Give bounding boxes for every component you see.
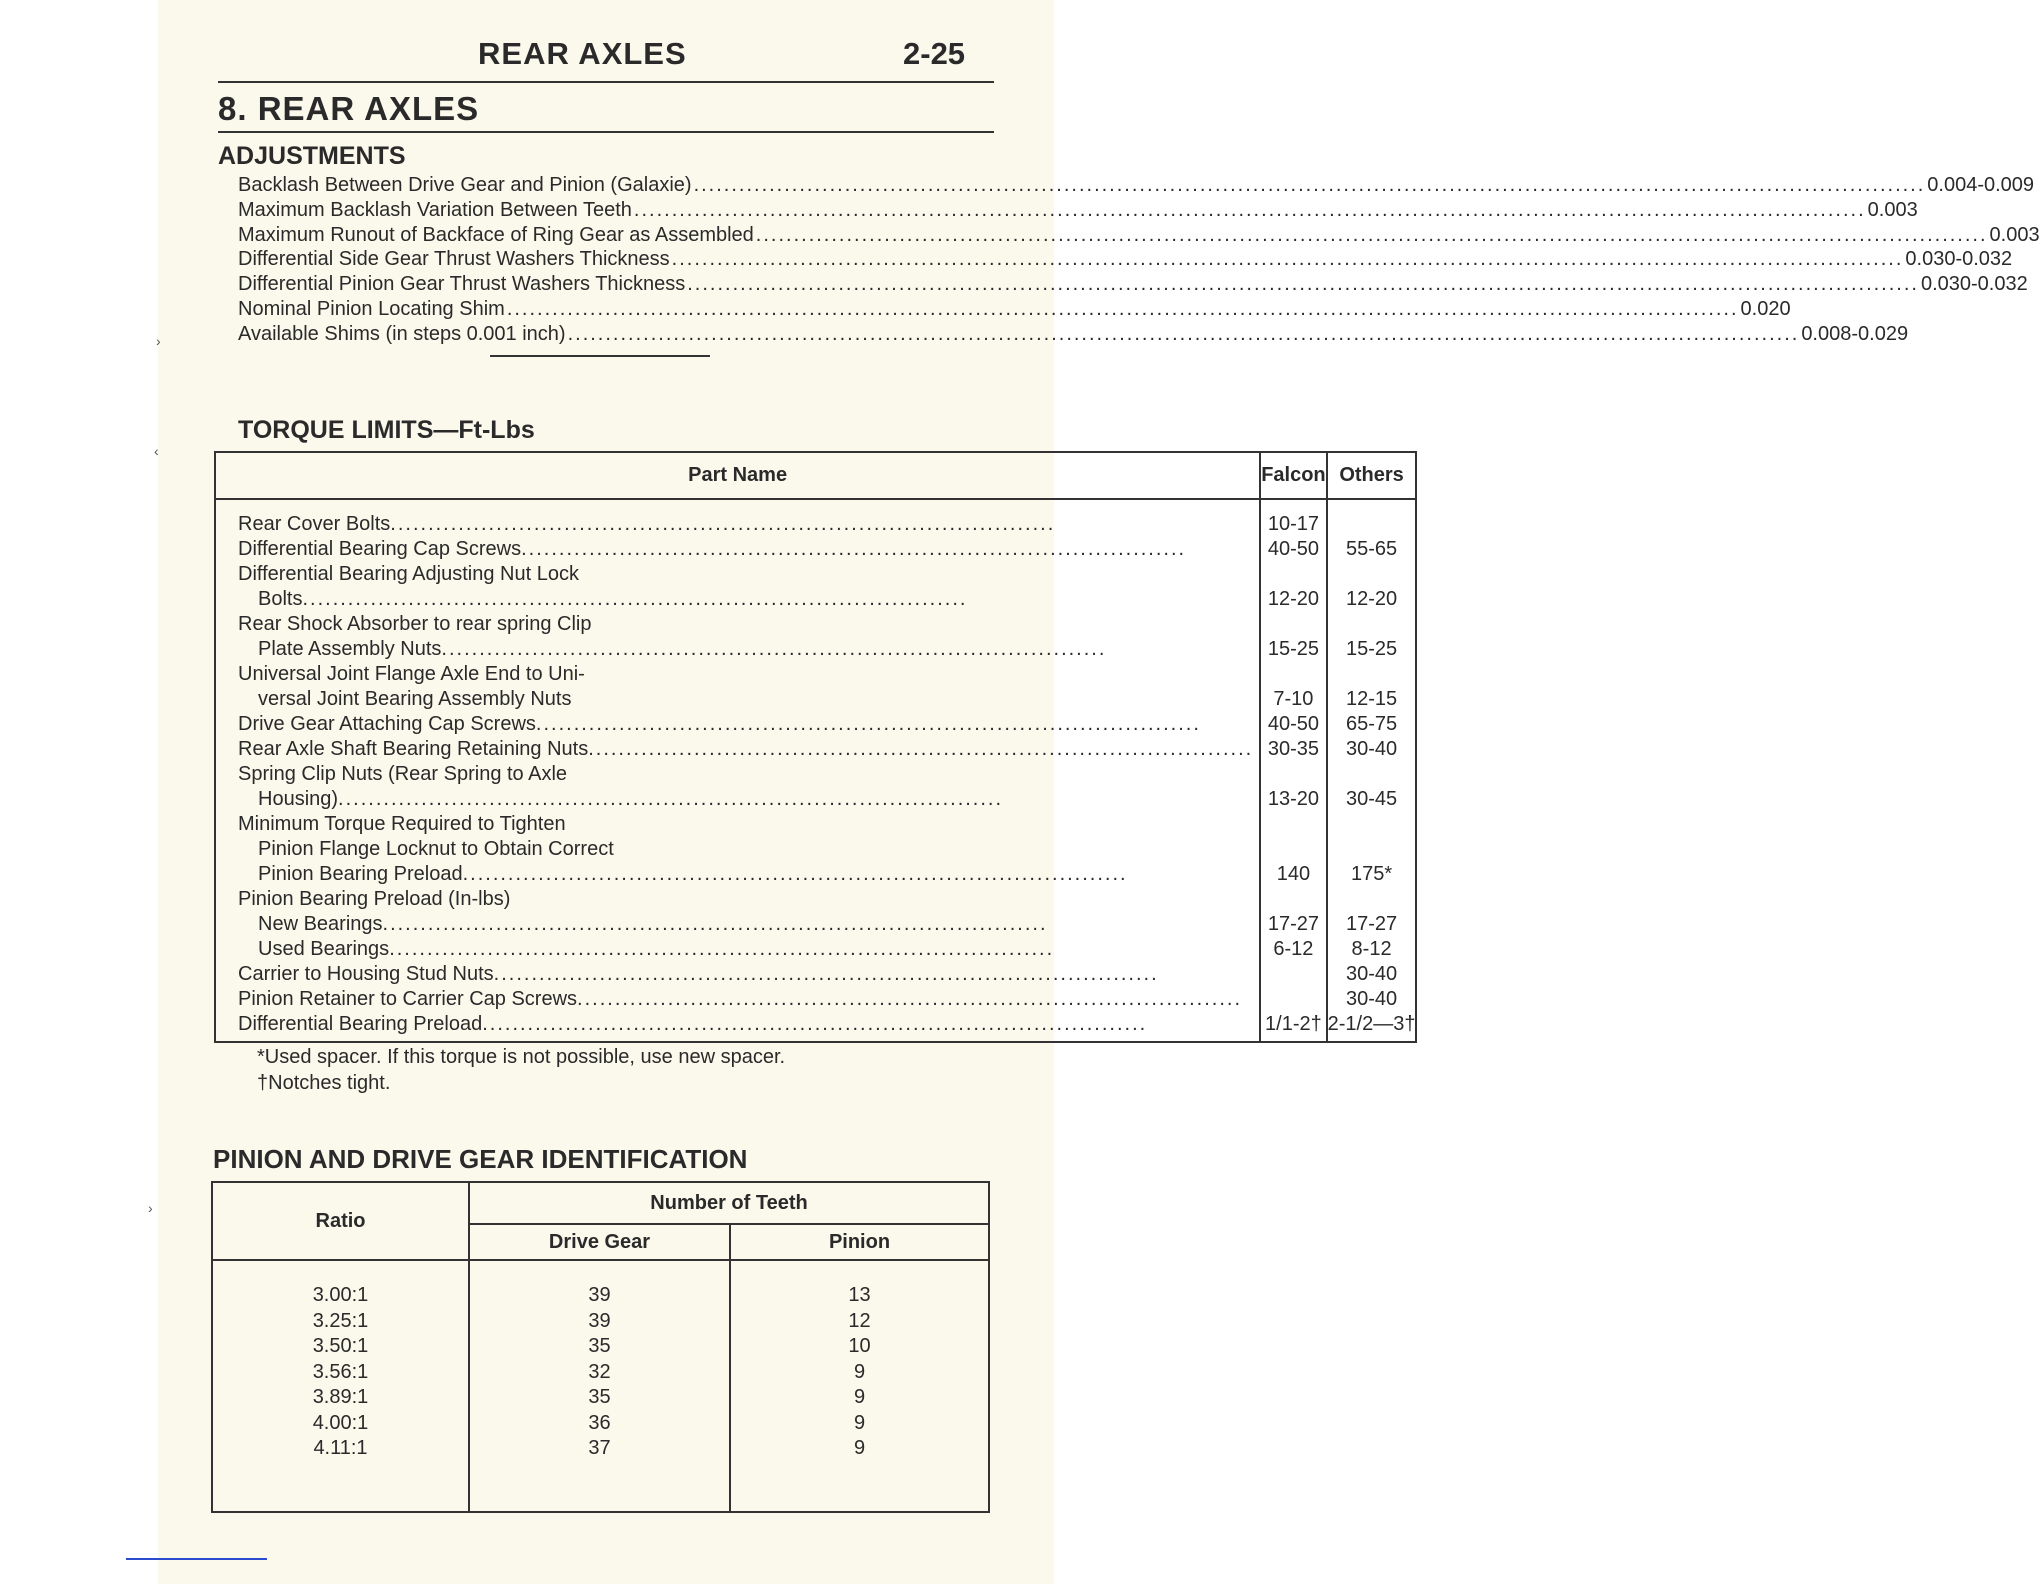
part-text: New Bearings	[258, 913, 383, 935]
footnote-spacer: *Used spacer. If this torque is not possible, use new spacer.	[257, 1046, 786, 1068]
ratio-value: 4.11:1	[313, 1437, 368, 1459]
others-value: 2-1/2—3†	[1327, 1013, 1416, 1035]
falcon-column	[1261, 500, 1325, 1041]
leader-dots	[694, 174, 1926, 197]
drive-value: 32	[588, 1360, 611, 1383]
col-ratio: Ratio	[212, 1182, 469, 1260]
ratio-value: 3.56:1	[312, 1360, 369, 1383]
adjustment-row	[238, 273, 2028, 298]
pinion-value: 13	[848, 1284, 871, 1306]
col-drive-gear: Drive Gear	[469, 1224, 730, 1260]
others-value: 30-40	[1345, 738, 1398, 760]
falcon-value: 13-20	[1267, 788, 1319, 810]
col-others: Others	[1327, 452, 1417, 499]
others-value: 17-27	[1345, 913, 1398, 935]
leader-dots	[577, 987, 1253, 1012]
pinion-value: 10	[848, 1335, 871, 1357]
part-name-column	[216, 500, 1259, 1041]
leader-dots	[482, 1012, 1253, 1037]
falcon-value: 30-35	[1267, 738, 1319, 760]
adjustment-label: Maximum Backlash Variation Between Teeth	[238, 198, 632, 221]
falcon-value: 10-17	[1267, 513, 1319, 535]
adjustment-value: 0.030-0.032	[1905, 248, 2013, 271]
drive-value: 36	[588, 1411, 611, 1434]
drive-value: 35	[588, 1335, 611, 1357]
adjustment-value: 0.004-0.009	[1927, 174, 2035, 196]
adjustment-row	[238, 248, 2013, 273]
adjustment-row	[238, 297, 1791, 323]
adjustment-value: 0.003	[1989, 223, 2040, 246]
adjustment-value: 0.030-0.032	[1920, 273, 2028, 296]
col-number-of-teeth: Number of Teeth	[469, 1182, 989, 1224]
falcon-value: 40-50	[1267, 538, 1319, 560]
adjustment-value: 0.003	[1867, 198, 1918, 221]
ratio-column	[213, 1283, 468, 1462]
torque-part-name	[238, 987, 1253, 1012]
leader-dots	[463, 862, 1254, 887]
torque-part-name: Pinion Bearing Preload (In-lbs)	[238, 888, 511, 910]
ratio-value: 3.25:1	[312, 1309, 369, 1332]
falcon-value: 7-10	[1273, 688, 1314, 710]
falcon-value	[1261, 887, 1325, 912]
pinion-value: 9	[853, 1411, 866, 1434]
scan-line	[126, 1558, 267, 1560]
others-value: 12-15	[1345, 688, 1398, 710]
others-value: 55-65	[1345, 538, 1398, 560]
falcon-value	[1261, 987, 1325, 1012]
leader-dots	[588, 737, 1253, 762]
gear-id-table	[211, 1181, 990, 1513]
text-underline	[490, 355, 710, 357]
adjustment-label: Backlash Between Drive Gear and Pinion (Galaxie)	[238, 174, 692, 196]
torque-part-name	[238, 787, 1253, 812]
falcon-value	[1261, 562, 1325, 587]
leader-dots	[338, 787, 1253, 812]
falcon-value: 17-27	[1267, 913, 1319, 935]
torque-part-name: Rear Shock Absorber to rear spring Clip	[238, 613, 592, 635]
leader-dots	[441, 637, 1253, 662]
others-value: 30-45	[1345, 788, 1398, 810]
adjustment-row	[238, 174, 2035, 199]
falcon-value: 140	[1276, 863, 1311, 885]
others-value: 8-12	[1351, 938, 1392, 960]
ratio-value: 4.00:1	[312, 1411, 369, 1434]
adjustment-value: 0.008-0.029	[1801, 322, 1909, 345]
leader-dots	[756, 224, 1988, 247]
leader-dots	[568, 323, 1800, 346]
margin-mark: ›	[148, 1200, 153, 1216]
adjustments-title: ADJUSTMENTS	[218, 142, 406, 170]
pinion-value: 9	[853, 1360, 866, 1383]
torque-title: TORQUE LIMITS—Ft-Lbs	[238, 416, 535, 444]
part-text: Rear Axle Shaft Bearing Retaining Nuts	[238, 738, 589, 760]
part-text: Bolts	[258, 588, 303, 610]
others-value: 30-40	[1345, 988, 1398, 1010]
others-value	[1328, 887, 1416, 912]
torque-table	[214, 451, 1417, 1043]
leader-dots	[672, 248, 1904, 271]
col-part-name: Part Name	[215, 452, 1260, 499]
torque-part-name	[238, 587, 1253, 612]
gear-id-title: PINION AND DRIVE GEAR IDENTIFICATION	[213, 1144, 748, 1174]
drive-gear-column	[470, 1283, 729, 1462]
footnote-notches: †Notches tight.	[257, 1072, 391, 1094]
adjustment-row	[238, 322, 1909, 348]
adjustment-label: Available Shims (in steps 0.001 inch)	[238, 322, 566, 345]
torque-part-name	[238, 637, 1253, 662]
part-text: Pinion Retainer to Carrier Cap Screws	[238, 988, 578, 1010]
ratio-value: 3.00:1	[312, 1284, 369, 1306]
section-rule	[218, 131, 994, 133]
others-value	[1328, 612, 1416, 637]
torque-part-name	[238, 937, 1253, 962]
others-column	[1328, 500, 1416, 1041]
falcon-value	[1261, 837, 1325, 862]
pinion-value: 12	[848, 1309, 871, 1332]
others-value: 65-75	[1345, 713, 1398, 735]
others-value	[1328, 762, 1416, 787]
adjustment-label: Differential Side Gear Thrust Washers Thickness	[238, 248, 670, 271]
torque-part-name	[238, 962, 1253, 987]
adjustment-label: Differential Pinion Gear Thrust Washers Thickness	[238, 273, 686, 296]
section-title: 8. REAR AXLES	[218, 90, 480, 127]
leader-dots	[687, 273, 1919, 296]
falcon-value	[1261, 612, 1325, 637]
torque-part-name: versal Joint Bearing Assembly Nuts	[258, 688, 572, 710]
leader-dots	[507, 298, 1739, 321]
others-value: 15-25	[1345, 638, 1398, 660]
torque-part-name	[238, 862, 1253, 887]
torque-part-name: Spring Clip Nuts (Rear Spring to Axle	[238, 763, 568, 785]
adjustment-label: Nominal Pinion Locating Shim	[238, 297, 505, 320]
part-text: Used Bearings	[258, 938, 390, 960]
leader-dots	[536, 712, 1253, 737]
leader-dots	[634, 199, 1866, 222]
falcon-value: 1/1-2†	[1265, 1013, 1322, 1035]
drive-value: 35	[588, 1386, 611, 1408]
falcon-value	[1261, 962, 1325, 987]
drive-value: 39	[588, 1309, 611, 1332]
torque-part-name: Minimum Torque Required to Tighten	[238, 813, 566, 835]
part-text: Differential Bearing Cap Screws	[238, 538, 522, 560]
others-value	[1328, 662, 1416, 687]
torque-part-name: Differential Bearing Adjusting Nut Lock	[238, 563, 579, 585]
falcon-value	[1261, 662, 1325, 687]
falcon-value	[1261, 762, 1325, 787]
falcon-value: 15-25	[1267, 638, 1319, 660]
adjustment-row	[238, 198, 1918, 224]
part-text: Carrier to Housing Stud Nuts	[238, 963, 494, 985]
running-header-title: REAR AXLES	[478, 36, 687, 71]
torque-part-name	[238, 1012, 1253, 1037]
part-text: Plate Assembly Nuts	[258, 638, 442, 660]
leader-dots	[383, 912, 1254, 937]
ratio-value: 3.50:1	[312, 1335, 369, 1357]
others-value: 30-40	[1345, 963, 1398, 985]
leader-dots	[494, 962, 1254, 987]
torque-part-name	[238, 537, 1253, 562]
others-value: 12-20	[1345, 588, 1398, 610]
torque-part-name	[238, 912, 1253, 937]
part-text: Differential Bearing Preload	[238, 1013, 483, 1035]
adjustments-list	[238, 174, 2040, 348]
margin-mark: ‹	[154, 443, 159, 459]
others-value	[1328, 812, 1416, 837]
part-text: Housing)	[258, 788, 339, 810]
part-text: Pinion Bearing Preload	[258, 863, 463, 885]
torque-part-name	[238, 737, 1253, 762]
others-value	[1328, 512, 1416, 537]
leader-dots	[521, 537, 1253, 562]
margin-mark: ›	[156, 333, 161, 349]
adjustment-value: 0.020	[1740, 297, 1791, 320]
torque-part-name: Universal Joint Flange Axle End to Uni-	[238, 663, 585, 685]
part-text: Rear Cover Bolts	[238, 513, 391, 535]
drive-value: 37	[588, 1437, 611, 1459]
pinion-value: 9	[853, 1386, 866, 1408]
adjustment-label: Maximum Runout of Backface of Ring Gear as Assembled	[238, 223, 754, 246]
torque-part-name	[238, 712, 1253, 737]
part-text: Drive Gear Attaching Cap Screws	[238, 713, 536, 735]
header-rule	[218, 81, 994, 83]
ratio-value: 3.89:1	[312, 1386, 369, 1408]
torque-part-name	[238, 512, 1253, 537]
others-value	[1328, 837, 1416, 862]
pinion-column	[731, 1283, 988, 1462]
leader-dots	[390, 512, 1253, 537]
drive-value: 39	[588, 1284, 611, 1306]
pinion-value: 9	[853, 1437, 866, 1459]
torque-part-name: Pinion Flange Locknut to Obtain Correct	[258, 838, 614, 860]
leader-dots	[302, 587, 1253, 612]
others-value: 175*	[1350, 863, 1393, 885]
falcon-value	[1261, 812, 1325, 837]
col-pinion: Pinion	[730, 1224, 989, 1260]
page-number: 2-25	[903, 36, 966, 71]
falcon-value: 6-12	[1273, 938, 1314, 960]
col-falcon: Falcon	[1260, 452, 1326, 499]
leader-dots	[389, 937, 1253, 962]
falcon-value: 12-20	[1267, 588, 1319, 610]
others-value	[1328, 562, 1416, 587]
falcon-value: 40-50	[1267, 713, 1319, 735]
adjustment-row	[238, 223, 2040, 249]
